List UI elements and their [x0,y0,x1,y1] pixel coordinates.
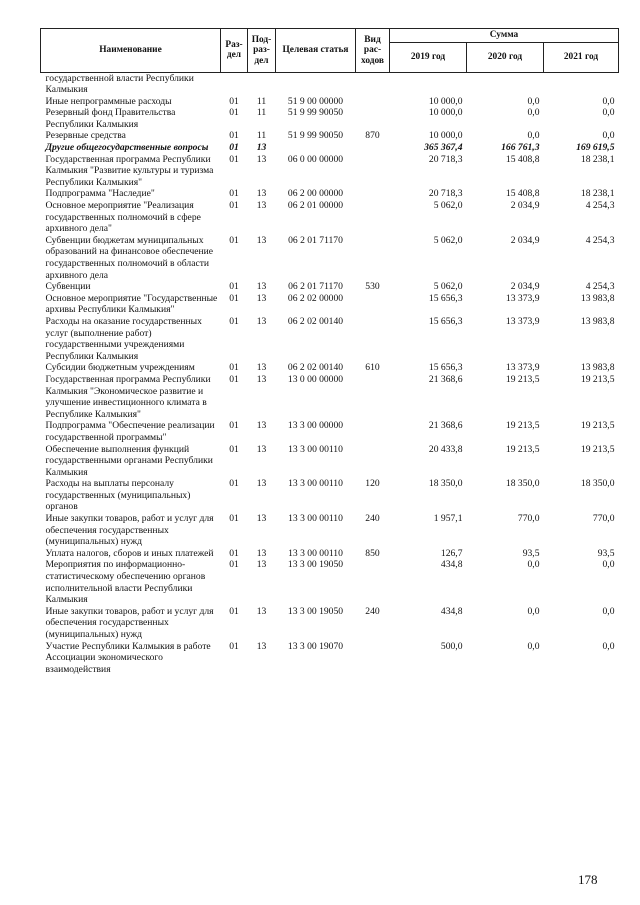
row-razdel: 01 [229,200,239,212]
table-row [41,200,619,235]
row-vid [356,316,390,362]
row-name: Иные закупки товаров, работ и услуг для обеспечения государственных (муниципальных) нужд [45,513,214,548]
row-name: Субсидии бюджетным учреждениям [45,362,195,374]
row-target: 06 2 01 71170 [288,234,343,246]
row-vid: 240 [365,605,380,617]
table-row [41,293,619,316]
row-podrazdel: 13 [256,373,267,385]
row-razdel: 01 [229,153,239,165]
row-target: 13 3 00 00110 [288,513,343,525]
row-sum-2020: 0,0 [527,95,540,107]
row-podrazdel: 13 [256,142,267,154]
row-vid [356,188,390,200]
budget-table [40,28,619,675]
row-name: Резервный фонд Правительства Республики Калмыкия [45,107,176,130]
table-row [41,606,619,641]
header-podrazdel: Под-раз-дел [248,29,276,73]
row-razdel: 01 [229,605,239,617]
row-sum-2021: 18 350,0 [580,478,615,490]
row-sum-2019: 10 000,0 [428,130,463,142]
row-podrazdel: 13 [256,281,267,293]
row-sum-2020: 13 373,9 [505,292,540,304]
row-vid: 240 [365,513,380,525]
row-name: Государственная программа Республики Калмыкия "Развитие культуры и туризма Республики Калмыкия" [45,153,214,188]
row-sum-2019: 500,0 [440,640,463,652]
row-sum-2021: 18 238,1 [580,188,615,200]
row-target: 13 3 00 19050 [287,605,344,617]
row-podrazdel: 11 [256,107,267,119]
row-podrazdel: 13 [256,513,267,525]
row-target: 13 3 00 00000 [287,420,344,432]
row-vid [356,154,390,189]
table-row [41,142,619,154]
table-row [41,362,619,374]
row-podrazdel: 11 [256,95,267,107]
row-podrazdel: 13 [256,234,267,246]
row-sum-2020: 19 213,5 [505,443,540,455]
table-row [41,188,619,200]
row-name: Основное мероприятие "Государственные архивы Республики Калмыкия" [45,292,218,316]
row-sum-2019: 18 350,0 [428,478,463,490]
header-2019: 2019 год [390,42,467,72]
table-row [41,154,619,189]
row-target: 13 3 00 00110 [288,478,343,490]
row-name: Иные непрограммные расходы [45,95,172,107]
header-name: Наименование [41,29,221,73]
row-sum-2019: 21 368,6 [428,373,463,385]
row-sum-2021: 13 983,8 [580,292,615,304]
row-vid [356,374,390,420]
row-sum-2020: 13 373,9 [505,315,540,327]
row-sum-2020: 19 213,5 [505,373,540,385]
row-target: 51 9 00 00000 [287,95,344,107]
row-name: Резервные средства [45,130,126,142]
row-vid: 610 [365,362,380,374]
row-sum-2019: 5 062,0 [433,200,463,212]
row-sum-2019: 5 062,0 [433,281,463,293]
row-sum-2021: 4 254,3 [585,234,615,246]
row-razdel: 01 [229,420,239,432]
row-name: Иные закупки товаров, работ и услуг для обеспечения государственных (муниципальных) нужд [45,605,214,640]
row-name: Уплата налогов, сборов и иных платежей [45,547,214,559]
row-sum-2020: 0,0 [527,559,540,571]
row-sum-2021: 4 254,3 [585,200,615,212]
row-vid: 870 [365,130,380,142]
row-sum-2020: 13 373,9 [505,362,540,374]
row-sum-2019: 15 656,3 [428,315,463,327]
row-sum-2019: 10 000,0 [428,107,463,119]
row-sum-2019 [390,72,467,96]
row-podrazdel: 13 [256,292,267,304]
row-podrazdel: 13 [256,188,267,200]
row-name: Мероприятия по информационно-статистическому обеспечению органов исполнительной власти Республики Калмыкия [45,559,206,606]
row-sum-2019: 1 957,1 [433,513,463,525]
row-podrazdel: 13 [256,200,267,212]
row-sum-2020: 166 761,3 [501,142,540,154]
row-name: Субвенции бюджетам муниципальных образований на финансовое обеспечение государственных полномочий в области архивного дела [45,234,214,281]
row-razdel: 01 [229,188,239,200]
row-sum-2019: 20 433,8 [428,443,463,455]
row-razdel: 01 [229,547,239,559]
row-sum-2020: 19 213,5 [505,420,540,432]
row-razdel: 01 [229,559,239,571]
row-target: 13 3 00 00110 [288,547,343,559]
table-row [41,548,619,560]
header-2020: 2020 год [467,42,544,72]
row-razdel: 01 [229,373,239,385]
row-razdel [221,72,248,96]
row-sum-2020: 0,0 [527,130,540,142]
table-row [41,374,619,420]
row-vid [356,96,390,108]
row-name: Подпрограмма "Наследие" [45,188,155,200]
row-razdel: 01 [229,362,239,374]
row-sum-2019: 434,8 [440,605,463,617]
row-vid [356,200,390,235]
table-row [41,281,619,293]
row-vid [356,641,390,676]
row-sum-2019: 20 718,3 [428,188,463,200]
row-podrazdel [248,72,276,96]
table-row [41,444,619,479]
row-razdel: 01 [229,142,239,154]
row-sum-2021: 0,0 [602,640,615,652]
row-vid [356,293,390,316]
row-sum-2019: 5 062,0 [433,234,463,246]
row-sum-2020: 2 034,9 [510,200,540,212]
row-razdel: 01 [229,513,239,525]
page-number: 178 [578,872,598,887]
table-row [41,641,619,676]
row-sum-2020: 0,0 [527,107,540,119]
row-podrazdel: 11 [256,130,267,142]
row-sum-2021: 0,0 [602,95,615,107]
row-name: Подпрограмма "Обеспечение реализации государственной программы" [45,420,215,443]
row-target: 51 9 99 90050 [287,130,344,142]
row-sum-2019: 126,7 [440,547,463,559]
row-target: 06 2 01 00000 [287,200,344,212]
row-sum-2021: 169 619,5 [576,142,615,154]
row-podrazdel: 13 [256,362,267,374]
row-sum-2021: 0,0 [602,559,615,571]
row-name: Субвенции [45,281,91,293]
table-row [41,130,619,142]
header-sum: Сумма [390,29,619,43]
row-sum-2020: 93,5 [522,547,540,559]
row-podrazdel: 13 [256,478,267,490]
row-target: 06 2 00 00000 [287,188,344,200]
row-razdel: 01 [229,443,239,455]
row-vid [356,444,390,479]
row-podrazdel: 13 [256,443,267,455]
row-sum-2021: 19 213,5 [580,443,615,455]
table-row [41,420,619,443]
row-name: Основное мероприятие "Реализация государственных полномочий в сфере архивного дела" [45,200,201,235]
row-sum-2019: 434,8 [440,559,463,571]
row-podrazdel: 13 [256,547,267,559]
row-sum-2021: 18 238,1 [580,153,615,165]
table-row [41,107,619,130]
row-name: Государственная программа Республики Калмыкия "Экономическое развитие и улучшение инвестиционного климата в Республике Калмыкия" [45,373,211,420]
row-name: Расходы на оказание государственных услуг (выполнение работ) государственными учреждениями Республики Калмыкия [45,315,202,362]
row-sum-2021: 13 983,8 [580,362,615,374]
budget-table-container [40,28,618,675]
row-sum-2021: 19 213,5 [580,420,615,432]
table-row [41,478,619,513]
table-row [41,559,619,605]
row-target: 13 0 00 00000 [287,373,344,385]
row-sum-2019: 20 718,3 [428,153,463,165]
row-podrazdel: 13 [256,605,267,617]
row-razdel: 01 [229,281,239,293]
row-target: 51 9 99 90050 [287,107,344,119]
row-target: 06 2 02 00000 [287,292,344,304]
row-sum-2020: 0,0 [527,605,540,617]
row-sum-2021: 4 254,3 [585,281,615,293]
row-target: 06 2 02 00140 [287,362,344,374]
row-podrazdel: 13 [256,315,267,327]
row-sum-2020: 15 408,8 [505,188,540,200]
row-razdel: 01 [229,292,239,304]
row-vid [356,107,390,130]
row-sum-2021: 19 213,5 [580,373,615,385]
row-podrazdel: 13 [256,153,267,165]
row-sum-2021: 0,0 [602,605,615,617]
row-target: 13 3 00 19070 [287,640,344,652]
row-vid: 120 [365,478,380,490]
row-razdel: 01 [229,107,239,119]
header-2021: 2021 год [544,42,619,72]
row-sum-2021: 13 983,8 [580,315,615,327]
row-sum-2020: 2 034,9 [510,281,540,293]
row-sum-2019: 365 367,4 [424,142,463,154]
row-target: 13 3 00 19050 [287,559,344,571]
header-razdel: Раз-дел [221,29,248,73]
row-name: Другие общегосударственные вопросы [45,142,209,154]
row-razdel: 01 [229,234,239,246]
row-sum-2021: 93,5 [597,547,615,559]
row-sum-2021: 770,0 [592,513,615,525]
row-sum-2021 [544,72,619,96]
table-row [41,235,619,281]
row-target: 06 2 02 00140 [287,315,344,327]
table-row [41,513,619,548]
row-sum-2020: 18 350,0 [505,478,540,490]
row-target: 06 0 00 00000 [287,153,344,165]
row-vid [356,235,390,281]
row-vid: 530 [365,281,380,293]
row-sum-2021: 0,0 [602,130,615,142]
row-vid: 850 [365,547,380,559]
row-sum-2020 [467,72,544,96]
row-podrazdel: 13 [256,559,267,571]
table-row [41,72,619,96]
row-podrazdel: 13 [256,420,267,432]
table-row [41,96,619,108]
row-razdel: 01 [229,640,239,652]
row-sum-2019: 10 000,0 [428,95,463,107]
row-razdel: 01 [229,478,239,490]
header-target: Целевая статья [276,29,356,73]
row-vid [356,142,390,154]
row-vid [356,420,390,443]
row-name: Обеспечение выполнения функций государственными органами Республики Калмыкия [45,443,213,478]
table-row [41,316,619,362]
row-target: 13 3 00 00110 [288,443,343,455]
row-sum-2019: 21 368,6 [428,420,463,432]
row-name: Расходы на выплаты персоналу государственных (муниципальных) органов [45,478,191,513]
row-target [276,142,356,154]
row-name: государственной власти Республики Калмыкия [45,72,194,96]
row-sum-2020: 770,0 [517,513,540,525]
row-razdel: 01 [229,130,239,142]
row-vid [356,72,390,96]
row-vid [356,559,390,605]
row-name: Участие Республики Калмыкия в работе Ассоциации экономического взаимодействия [45,640,211,675]
row-razdel: 01 [229,95,239,107]
row-razdel: 01 [229,315,239,327]
header-vid: Вид рас-ходов [356,29,390,73]
row-sum-2020: 0,0 [527,640,540,652]
row-podrazdel: 13 [256,640,267,652]
row-sum-2020: 2 034,9 [510,234,540,246]
row-sum-2019: 15 656,3 [428,362,463,374]
row-target [276,72,356,96]
row-sum-2021: 0,0 [602,107,615,119]
row-sum-2020: 15 408,8 [505,153,540,165]
row-sum-2019: 15 656,3 [428,292,463,304]
row-target: 06 2 01 71170 [288,281,343,293]
table-body [41,72,619,675]
